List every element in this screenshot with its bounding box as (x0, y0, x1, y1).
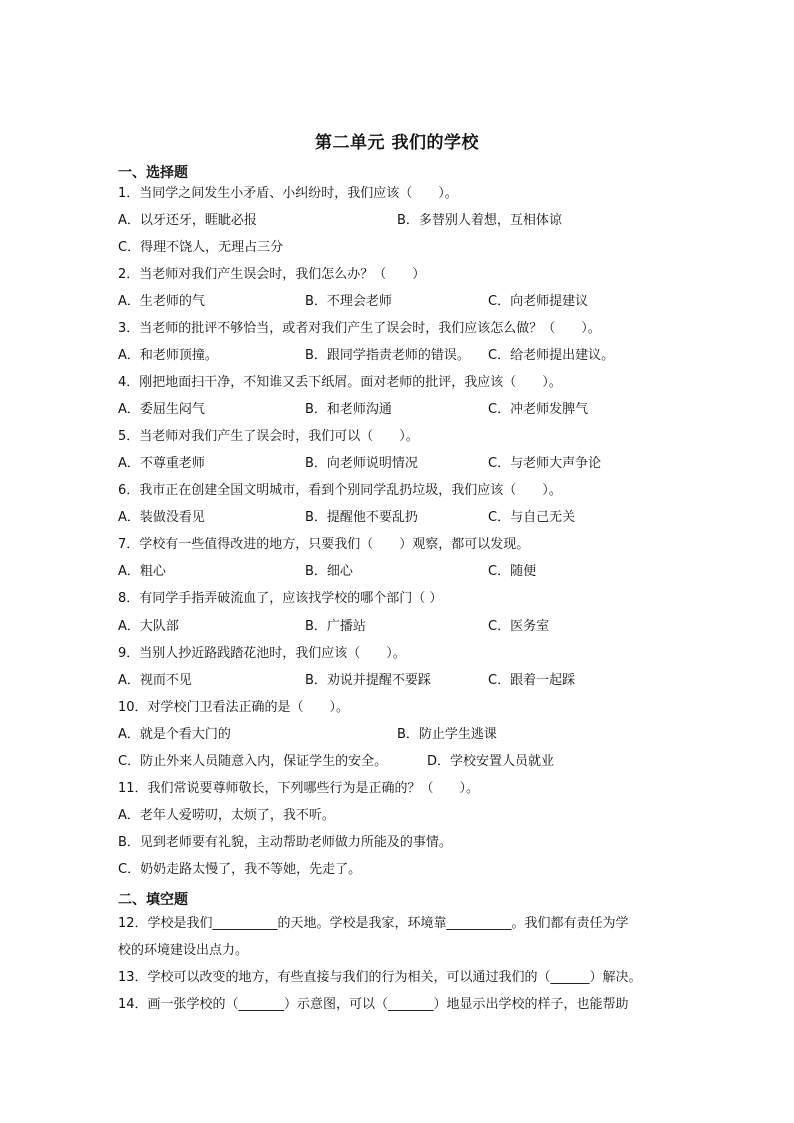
answer-option: B．跟同学指责老师的错误。 (305, 348, 470, 363)
question-stem: 3．当老师的批评不够恰当，或者对我们产生了误会时，我们应该怎么做？（ ）。 (118, 321, 601, 336)
answer-option: A．老年人爱唠叨，太烦了，我不听。 (118, 808, 335, 823)
answer-option: A．不尊重老师 (118, 456, 205, 471)
answer-option: B．见到老师要有礼貌，主动帮助老师做力所能及的事情。 (118, 835, 452, 850)
fill-question-line: 14．画一张学校的（_______）示意图，可以（_______）地显示出学校的样子，也能帮助 (118, 997, 629, 1012)
question-stem: 10．对学校门卫看法正确的是（ ）。 (118, 700, 350, 715)
answer-option: B．广播站 (305, 619, 366, 634)
answer-option: A．和老师顶撞。 (118, 348, 218, 363)
answer-option: B．向老师说明情况 (305, 456, 418, 471)
answer-option: B．劝说并提醒不要踩 (305, 673, 431, 688)
question-stem: 8．有同学手指弄破流血了，应该找学校的哪个部门（ ） (118, 591, 443, 606)
question-stem: 1．当同学之间发生小矛盾、小纠纷时，我们应该（ ）。 (118, 186, 458, 201)
question-stem: 2．当老师对我们产生误会时，我们怎么办？（ ） (118, 267, 426, 282)
answer-option: C．与自己无关 (488, 510, 576, 525)
question-stem: 5．当老师对我们产生了误会时，我们可以（ ）。 (118, 429, 419, 444)
question-stem: 6．我市正在创建全国文明城市，看到个别同学乱扔垃圾，我们应该（ ）。 (118, 483, 562, 498)
answer-option: B．防止学生逃课 (397, 727, 497, 742)
answer-option: C．向老师提建议 (488, 294, 589, 309)
answer-option: B．不理会老师 (305, 294, 392, 309)
answer-option: C．跟着一起踩 (488, 673, 576, 688)
question-stem: 7．学校有一些值得改进的地方，只要我们（ ）观察，都可以发现。 (118, 537, 530, 552)
answer-option: D．学校安置人员就业 (427, 754, 555, 769)
page-title: 第二单元 我们的学校 (315, 133, 479, 153)
answer-option: C．奶奶走路太慢了，我不等她，先走了。 (118, 862, 362, 877)
answer-option: C．冲老师发脾气 (488, 402, 589, 417)
answer-option: A．委屈生闷气 (118, 402, 205, 417)
answer-option: A．装做没看见 (118, 510, 205, 525)
answer-option: B．提醒他不要乱扔 (305, 510, 418, 525)
answer-option: C．随便 (488, 564, 537, 579)
fill-question-line: 13．学校可以改变的地方，有些直接与我们的行为相关，可以通过我们的（______）解决。 (118, 970, 642, 985)
question-stem: 9．当别人抄近路践踏花池时，我们应该（ ）。 (118, 646, 406, 661)
answer-option: B．和老师沟通 (305, 402, 392, 417)
answer-option: C．得理不饶人，无理占三分 (118, 240, 284, 255)
section-heading-fill: 二、填空题 (118, 892, 188, 908)
answer-option: A．以牙还牙，睚眦必报 (118, 213, 257, 228)
fill-question-line: 12．学校是我们__________的天地。学校是我家，环境靠__________。我们都有责任为学 (118, 916, 629, 931)
answer-option: A．大队部 (118, 619, 179, 634)
answer-option: C．防止外来人员随意入内，保证学生的安全。 (118, 754, 388, 769)
answer-option: C．与老师大声争论 (488, 456, 602, 471)
answer-option: A．生老师的气 (118, 294, 205, 309)
question-stem: 4．刚把地面扫干净，不知谁又丢下纸屑。面对老师的批评，我应该（ ）。 (118, 375, 562, 390)
section-heading-choice: 一、选择题 (118, 165, 188, 181)
answer-option: A．就是个看大门的 (118, 727, 231, 742)
answer-option: A．粗心 (118, 564, 166, 579)
answer-option: C．给老师提出建议。 (488, 348, 615, 363)
answer-option: A．视而不见 (118, 673, 192, 688)
question-stem: 11．我们常说要尊师敬长，下列哪些行为是正确的？（ ）。 (118, 781, 480, 796)
answer-option: C．医务室 (488, 619, 550, 634)
answer-option: B．细心 (305, 564, 353, 579)
fill-question-line: 校的环境建设出点力。 (118, 943, 249, 958)
answer-option: B．多替别人着想，互相体谅 (397, 213, 562, 228)
